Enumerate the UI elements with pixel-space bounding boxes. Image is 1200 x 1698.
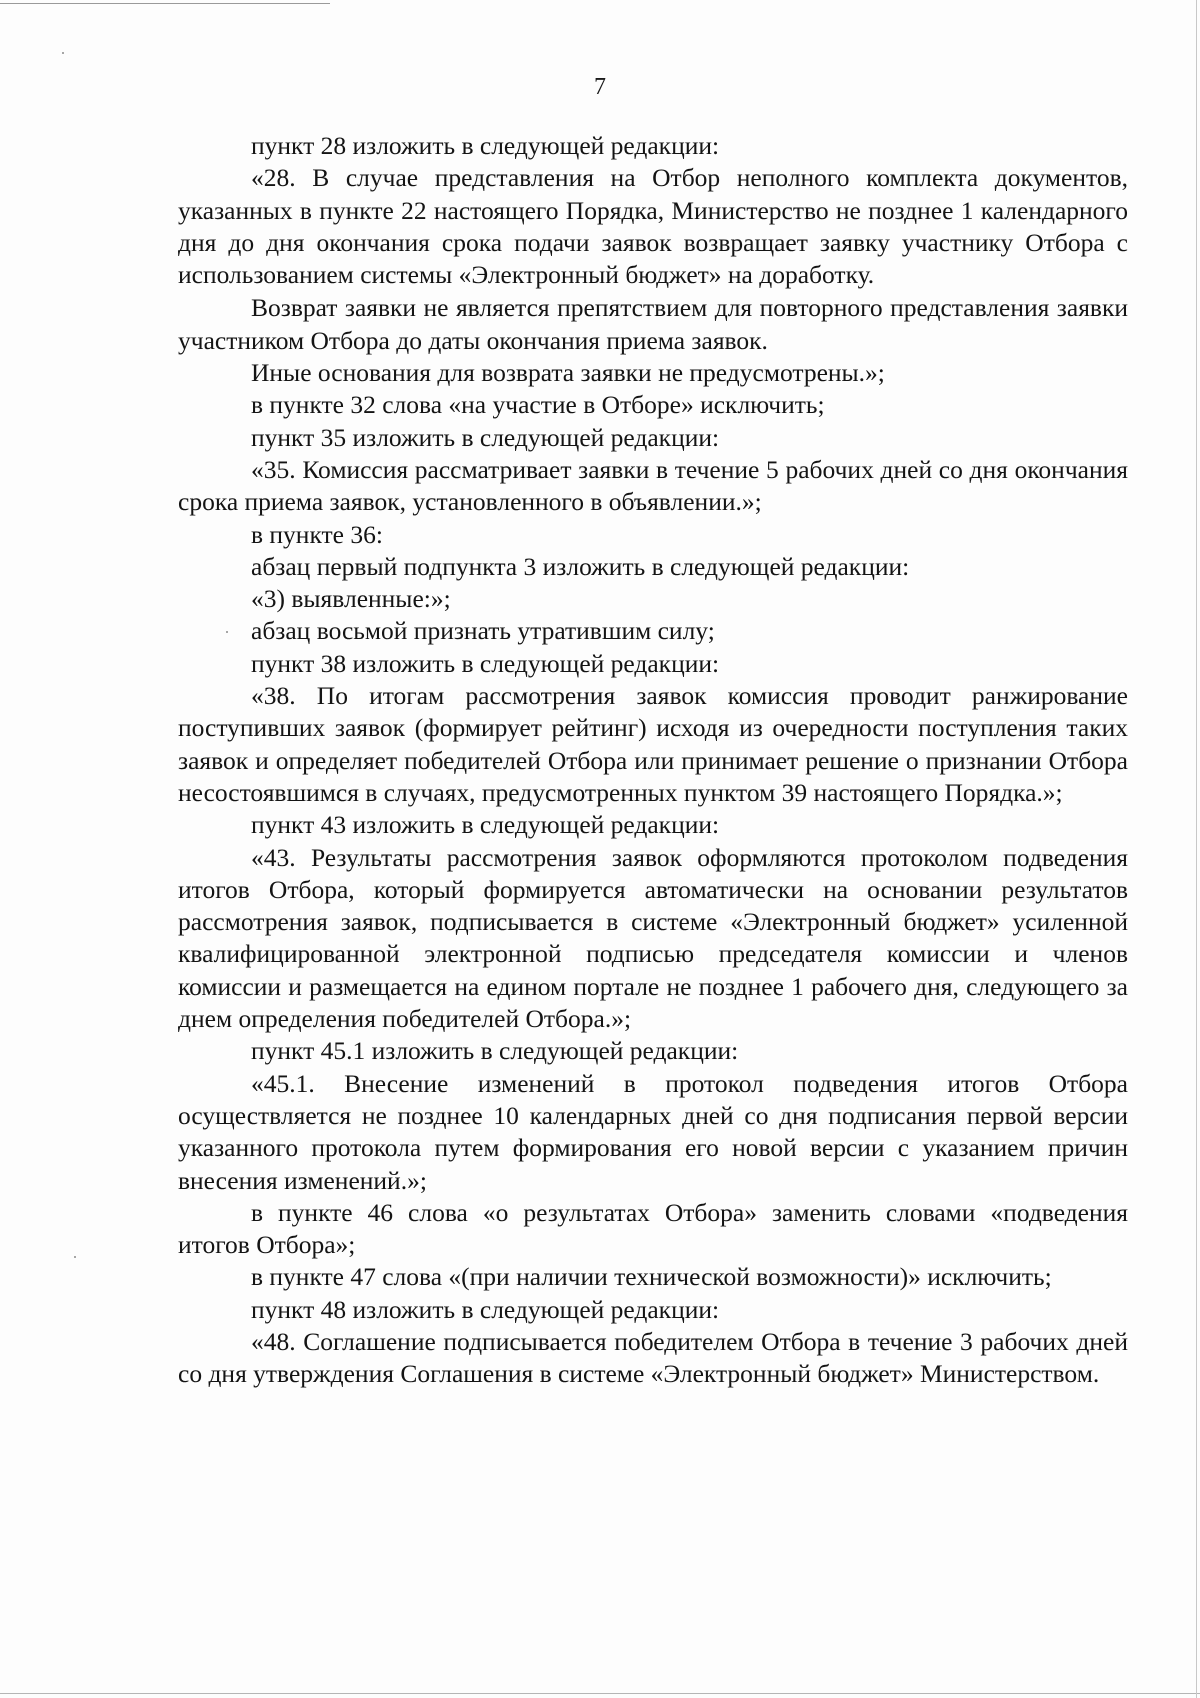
paragraph: «45.1. Внесение изменений в протокол подведения итогов Отбора осуществляется не позднее 10 календарных дней со дня подписания первой версии указанного протокола путем формирования его новой версии с указанием причин внесения изменений.»;	[178, 1068, 1128, 1195]
paragraph: пункт 48 изложить в следующей редакции:	[251, 1294, 720, 1324]
paragraph: в пункте 47 слова «(при наличии технической возможности)» исключить;	[251, 1262, 1052, 1292]
scan-edge-bottom	[0, 1693, 1200, 1694]
paragraph: пункт 28 изложить в следующей редакции:	[251, 131, 720, 160]
paragraph: пункт 45.1 изложить в следующей редакции:	[251, 1036, 739, 1066]
scan-edge-right	[1196, 0, 1197, 1698]
paragraph: «35. Комиссия рассматривает заявки в течение 5 рабочих дней со дня окончания срока приема заявок, установленного в объявлении.»;	[178, 454, 1128, 517]
paragraph: «48. Соглашение подписывается победителем Отбора в течение 3 рабочих дней со дня утверждения Соглашения в системе «Электронный бюджет» Министерством.	[178, 1326, 1128, 1389]
paragraph: абзац восьмой признать утратившим силу;	[251, 616, 715, 646]
page-number: 7	[594, 74, 606, 100]
paragraph: пункт 35 изложить в следующей редакции:	[251, 422, 720, 452]
paragraph: в пункте 36:	[251, 519, 383, 549]
scan-speck	[62, 52, 64, 54]
paragraph: Возврат заявки не является препятствием для повторного представления заявки участником Отбора до даты окончания приема заявок.	[178, 293, 1128, 355]
scan-edge-top	[0, 3, 330, 4]
document-body	[178, 130, 1128, 1391]
paragraph: пункт 38 изложить в следующей редакции:	[251, 648, 720, 678]
paragraph: Иные основания для возврата заявки не предусмотрены.»;	[251, 358, 885, 388]
paragraph: в пункте 32 слова «на участие в Отборе» исключить;	[251, 390, 825, 420]
paragraph: «28. В случае представления на Отбор неполного комплекта документов, указанных в пункте 22 настоящего Порядка, Министерство не позднее 1 календарного дня до дня окончания срока подачи заявок возвращает заявку участнику Отбора с использованием системы «Электронный бюджет» на доработку.	[178, 163, 1128, 290]
paragraph: в пункте 46 слова «о результатах Отбора» заменить словами «подведения итогов Отбора»;	[178, 1197, 1128, 1260]
paragraph: «38. По итогам рассмотрения заявок комиссия проводит ранжирование поступивших заявок (формирует рейтинг) исходя из очередности поступления таких заявок и определяет победителей Отбора или принимает решение о признании Отбора несостоявшимся в случаях, предусмотренных пунктом 39 настоящего Порядка.»;	[178, 681, 1128, 807]
scan-speck	[74, 1256, 76, 1258]
paragraph: абзац первый подпункта 3 изложить в следующей редакции:	[251, 551, 910, 581]
paragraph: пункт 43 изложить в следующей редакции:	[251, 810, 720, 840]
paragraph: «43. Результаты рассмотрения заявок оформляются протоколом подведения итогов Отбора, который формируется автоматически на основании результатов рассмотрения заявок, подписывается в системе «Электронный бюджет» усиленной квалифицированной электронной подписью председателя комиссии и членов комиссии и размещается на едином портале не позднее 1 рабочего дня, следующего за днем определения победителей Отбора.»;	[178, 842, 1128, 1034]
paragraph: «3) выявленные:»;	[251, 584, 451, 614]
